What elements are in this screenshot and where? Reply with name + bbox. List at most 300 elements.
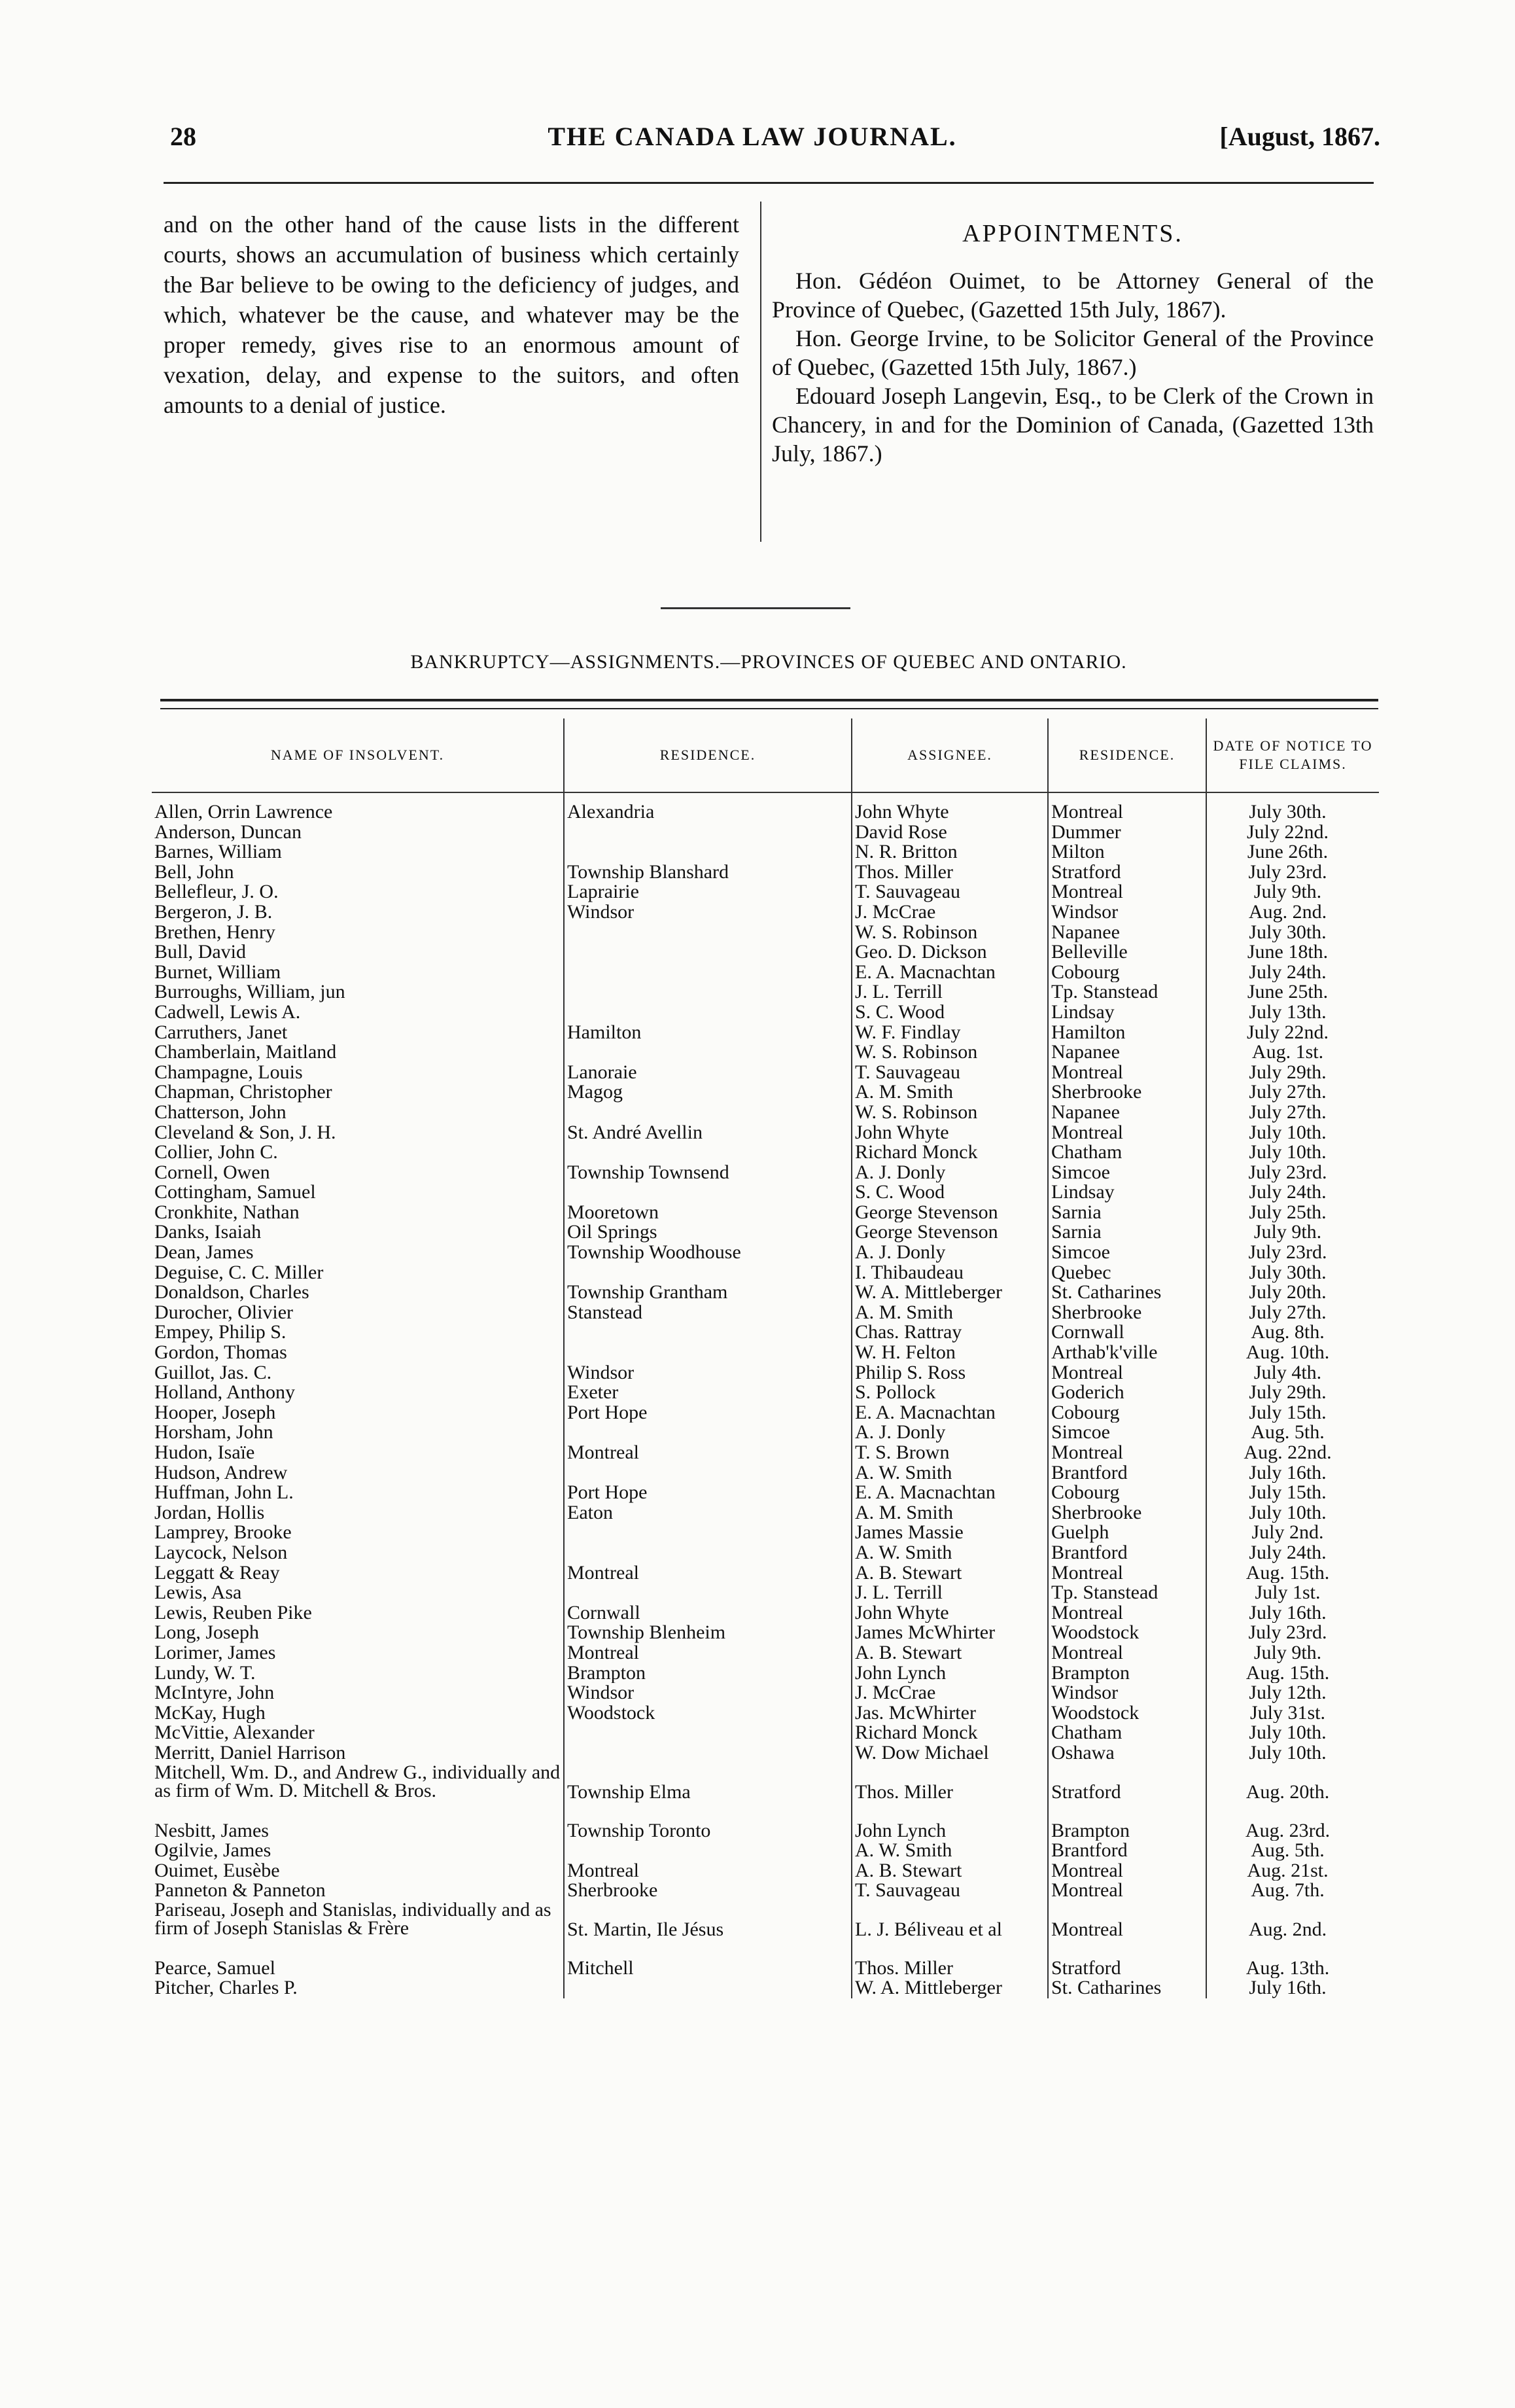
assignee-residence-cell: Tp. Stanstead [1048,982,1206,1002]
notice-date-cell: July 2nd. [1206,1523,1379,1543]
insolvent-name-cell: Cronkhite, Nathan [154,1202,300,1223]
table-row [152,1643,1379,1663]
assignee-residence-cell: Montreal [1048,1603,1206,1623]
notice-date-cell: Aug. 15th. [1206,1663,1379,1684]
assignee-residence-cell: Oshawa [1048,1743,1206,1763]
table-row [152,1263,1379,1283]
insolvent-name-cell: Leggatt & Reay [154,1563,280,1584]
residence-cell: Laprairie [564,882,852,902]
notice-date-cell: Aug. 22nd. [1206,1443,1379,1463]
assignee-cell: John Lynch [852,1821,1048,1841]
assignee-residence-cell: Napanee [1048,1103,1206,1123]
notice-date-cell: July 9th. [1206,882,1379,902]
residence-cell [564,1423,852,1443]
assignee-residence-cell: Stratford [1048,1763,1206,1821]
assignee-residence-cell: Brantford [1048,1463,1206,1483]
assignee-cell: J. McCrae [852,902,1048,923]
assignee-cell: W. A. Mittleberger [852,1283,1048,1303]
insolvent-name-cell: Lorimer, James [154,1642,276,1663]
notice-date-cell: July 15th. [1206,1483,1379,1503]
notice-date-cell: Aug. 21st. [1206,1861,1379,1881]
residence-cell [564,823,852,843]
notice-date-cell: July 23rd. [1206,1623,1379,1643]
notice-date-cell: July 24th. [1206,1543,1379,1563]
notice-date-cell: July 22nd. [1206,823,1379,843]
table-row [152,1002,1379,1023]
assignee-residence-cell: Guelph [1048,1523,1206,1543]
assignee-cell: A. B. Stewart [852,1563,1048,1584]
residence-cell: Lanoraie [564,1063,852,1083]
assignee-residence-cell: St. Catharines [1048,1283,1206,1303]
notice-date-cell: July 10th. [1206,1743,1379,1763]
assignee-residence-cell: Woodstock [1048,1703,1206,1724]
assignee-residence-cell: Sherbrooke [1048,1082,1206,1103]
insolvent-name-cell: McIntyre, John [154,1683,275,1703]
table-row [152,1958,1379,1979]
residence-cell [564,923,852,943]
residence-cell: Township Elma [564,1763,852,1821]
insolvent-name-cell: Lundy, W. T. [154,1663,256,1684]
insolvent-name-cell: Jordan, Hollis [154,1502,265,1523]
table-row [152,942,1379,963]
notice-date-cell: Aug. 1st. [1206,1042,1379,1063]
assignee-cell: Thos. Miller [852,1763,1048,1821]
assignee-residence-cell: Windsor [1048,1683,1206,1703]
assignee-cell: W. S. Robinson [852,923,1048,943]
assignee-residence-cell: Tp. Stanstead [1048,1583,1206,1603]
assignee-cell: John Whyte [852,1603,1048,1623]
residence-cell: Magog [564,1082,852,1103]
table-row [152,902,1379,923]
assignee-cell: W. F. Findlay [852,1023,1048,1043]
notice-date-cell: July 16th. [1206,1463,1379,1483]
table-row [152,1543,1379,1563]
notice-date-cell: July 4th. [1206,1363,1379,1383]
notice-date-cell: July 27th. [1206,1082,1379,1103]
bankruptcy-table-wrapper [152,718,1379,1998]
notice-date-cell: Aug. 10th. [1206,1343,1379,1363]
residence-cell: Alexandria [564,792,852,823]
table-row [152,1463,1379,1483]
table-row [152,1322,1379,1343]
assignee-cell: George Stevenson [852,1203,1048,1223]
notice-date-cell: July 31st. [1206,1703,1379,1724]
notice-date-cell: July 29th. [1206,1063,1379,1083]
notice-date-cell: Aug. 8th. [1206,1322,1379,1343]
assignee-residence-cell: Cornwall [1048,1322,1206,1343]
assignee-residence-cell: Montreal [1048,1901,1206,1958]
assignee-residence-cell: Montreal [1048,1563,1206,1584]
assignee-residence-cell: Lindsay [1048,1002,1206,1023]
assignee-residence-cell: Montreal [1048,1443,1206,1463]
residence-cell: Port Hope [564,1403,852,1423]
insolvent-name-cell: Pitcher, Charles P. [154,1978,298,1999]
assignee-cell: E. A. Macnachtan [852,1403,1048,1423]
residence-cell [564,942,852,963]
header-assignee-residence: RESIDENCE. [1048,718,1206,792]
assignee-cell: A. M. Smith [852,1503,1048,1523]
appointments-heading: APPOINTMENTS. [962,220,1183,247]
residence-cell: St. André Avellin [564,1123,852,1143]
assignee-cell: James McWhirter [852,1623,1048,1643]
notice-date-cell: Aug. 2nd. [1206,1901,1379,1958]
header-date-of-notice: DATE OF NOTICE TO FILE CLAIMS. [1206,718,1379,792]
table-row [152,1063,1379,1083]
table-row [152,1603,1379,1623]
insolvent-name-cell: Bull, David [154,942,246,963]
assignee-residence-cell: St. Catharines [1048,1978,1206,1998]
assignee-residence-cell: Cobourg [1048,1483,1206,1503]
insolvent-name-cell: Durocher, Olivier [154,1302,294,1323]
assignee-cell: A. M. Smith [852,1303,1048,1323]
notice-date-cell: July 10th. [1206,1123,1379,1143]
table-row [152,1663,1379,1684]
table-row [152,1723,1379,1743]
notice-date-cell: Aug. 5th. [1206,1423,1379,1443]
bankruptcy-table [152,718,1379,1998]
table-row [152,1042,1379,1063]
journal-title: THE CANADA LAW JOURNAL. [548,122,957,151]
table-row [152,1363,1379,1383]
assignee-residence-cell: Chatham [1048,1142,1206,1163]
assignee-residence-cell: Montreal [1048,1123,1206,1143]
residence-cell: Woodstock [564,1703,852,1724]
insolvent-name-cell: Cadwell, Lewis A. [154,1002,301,1023]
residence-cell: Windsor [564,1683,852,1703]
residence-cell: Port Hope [564,1483,852,1503]
insolvent-name-cell: Huffman, John L. [154,1483,294,1503]
issue-date: [August, 1867. [1219,122,1380,151]
notice-date-cell: July 27th. [1206,1303,1379,1323]
residence-cell: Windsor [564,1363,852,1383]
header-name-of-insolvent: NAME OF INSOLVENT. [152,718,564,792]
insolvent-name-cell: Horsham, John [154,1423,273,1443]
assignee-cell: W. H. Felton [852,1343,1048,1363]
table-row [152,1403,1379,1423]
notice-date-cell: July 10th. [1206,1723,1379,1743]
assignee-cell: T. Sauvageau [852,1063,1048,1083]
table-row [152,1423,1379,1443]
assignee-cell: John Whyte [852,1123,1048,1143]
notice-date-cell: July 24th. [1206,1182,1379,1203]
notice-date-cell: July 25th. [1206,1203,1379,1223]
assignee-residence-cell: Cobourg [1048,1403,1206,1423]
assignee-cell: A. W. Smith [852,1543,1048,1563]
insolvent-name-cell: Anderson, Duncan [154,822,302,843]
assignee-residence-cell: Montreal [1048,1881,1206,1901]
assignee-residence-cell: Brampton [1048,1821,1206,1841]
insolvent-name-cell: Panneton & Panneton [154,1881,326,1901]
insolvent-name-cell: Champagne, Louis [154,1062,303,1083]
table-row [152,1283,1379,1303]
assignee-residence-cell: Sarnia [1048,1222,1206,1243]
residence-cell [564,1263,852,1283]
notice-date-cell: July 13th. [1206,1002,1379,1023]
residence-cell: Township Blanshard [564,862,852,883]
residence-cell: Township Blenheim [564,1623,852,1643]
residence-cell [564,1743,852,1763]
assignee-residence-cell: Montreal [1048,1063,1206,1083]
table-row [152,1443,1379,1463]
assignee-residence-cell: Woodstock [1048,1623,1206,1643]
notice-date-cell: Aug. 15th. [1206,1563,1379,1584]
assignee-cell: T. Sauvageau [852,882,1048,902]
table-title: BANKRUPTCY—ASSIGNMENTS.—PROVINCES OF QUEBEC AND ONTARIO. [410,651,1127,673]
notice-date-cell: July 22nd. [1206,1023,1379,1043]
table-row [152,1763,1379,1821]
insolvent-name-cell: Cornell, Owen [154,1162,270,1183]
insolvent-name-cell: Nesbitt, James [154,1820,269,1841]
page-number: 28 [170,122,196,151]
residence-cell: Eaton [564,1503,852,1523]
insolvent-name-cell: Long, Joseph [154,1623,259,1643]
residence-cell: Township Grantham [564,1283,852,1303]
assignee-cell: W. S. Robinson [852,1042,1048,1063]
insolvent-name-cell: Laycock, Nelson [154,1542,288,1563]
residence-cell: Mooretown [564,1203,852,1223]
notice-date-cell: July 15th. [1206,1403,1379,1423]
notice-date-cell: Aug. 13th. [1206,1958,1379,1979]
insolvent-name-cell: Chapman, Christopher [154,1082,332,1103]
table-row [152,1523,1379,1543]
assignee-cell: T. Sauvageau [852,1881,1048,1901]
assignee-cell: W. Dow Michael [852,1743,1048,1763]
insolvent-name-cell: Barnes, William [154,842,282,862]
insolvent-name-cell: Hudson, Andrew [154,1462,288,1483]
appointment-item: Edouard Joseph Langevin, Esq., to be Clerk of the Crown in Chancery, in and for the Dominion of Canada, (Gazetted 13th July, 1867.) [772,383,1374,467]
table-row [152,882,1379,902]
table-row [152,1222,1379,1243]
table-row [152,1082,1379,1103]
insolvent-name-cell: Gordon, Thomas [154,1343,287,1363]
table-row [152,982,1379,1002]
column-divider [760,202,761,542]
assignee-cell: Thos. Miller [852,1958,1048,1979]
table-row [152,1841,1379,1861]
assignee-cell: J. L. Terrill [852,1583,1048,1603]
assignee-cell: A. W. Smith [852,1463,1048,1483]
header-residence: RESIDENCE. [564,718,852,792]
insolvent-name-cell: Danks, Isaiah [154,1222,262,1243]
table-row [152,1303,1379,1323]
assignee-residence-cell: Napanee [1048,923,1206,943]
assignee-cell: Richard Monck [852,1142,1048,1163]
insolvent-name-cell: Donaldson, Charles [154,1283,309,1303]
residence-cell: Township Woodhouse [564,1243,852,1263]
residence-cell [564,1103,852,1123]
residence-cell [564,1978,852,1998]
table-row [152,1023,1379,1043]
residence-cell: Oil Springs [564,1222,852,1243]
table-row [152,1103,1379,1123]
residence-cell [564,963,852,983]
notice-date-cell: July 29th. [1206,1383,1379,1403]
residence-cell [564,1322,852,1343]
residence-cell: Brampton [564,1663,852,1684]
table-row [152,963,1379,983]
table-row [152,923,1379,943]
residence-cell: Exeter [564,1383,852,1403]
residence-cell [564,842,852,862]
appointments-section [772,219,1374,468]
assignee-residence-cell: Belleville [1048,942,1206,963]
insolvent-name-cell: Empey, Philip S. [154,1322,287,1343]
assignee-residence-cell: Sarnia [1048,1203,1206,1223]
residence-cell: Montreal [564,1443,852,1463]
table-row [152,842,1379,862]
assignee-residence-cell: Stratford [1048,862,1206,883]
insolvent-name-cell: Burroughs, William, jun [154,982,345,1002]
appointment-item: Hon. George Irvine, to be Solicitor General of the Province of Quebec, (Gazetted 15th July, 1867.) [772,325,1374,380]
notice-date-cell: Aug. 20th. [1206,1763,1379,1821]
notice-date-cell: Aug. 2nd. [1206,902,1379,923]
assignee-cell: J. McCrae [852,1683,1048,1703]
table-row [152,1243,1379,1263]
insolvent-name-cell: Pearce, Samuel [154,1958,275,1979]
insolvent-name-cell: Lewis, Reuben Pike [154,1602,312,1623]
notice-date-cell: July 1st. [1206,1583,1379,1603]
assignee-cell: John Whyte [852,792,1048,823]
left-column-text: and on the other hand of the cause lists in the different courts, shows an accumulation of business which certainly the Bar believe to be owing to the deficiency of judges, and which, whatever be the cause, and whatever may be the proper remedy, gives rise to an enormous amount of vexation, delay, and expense to the suitors, and often amounts to a denial of justice. [164,211,739,418]
assignee-cell: A. J. Donly [852,1163,1048,1183]
assignee-residence-cell: Brantford [1048,1543,1206,1563]
notice-date-cell: Aug. 7th. [1206,1881,1379,1901]
residence-cell: Montreal [564,1861,852,1881]
table-row [152,1623,1379,1643]
assignee-residence-cell: Cobourg [1048,963,1206,983]
insolvent-name-cell: Carruthers, Janet [154,1022,288,1043]
residence-cell: Township Townsend [564,1163,852,1183]
assignee-cell: A. M. Smith [852,1082,1048,1103]
assignee-residence-cell: Milton [1048,842,1206,862]
table-row [152,792,1379,823]
table-row [152,1123,1379,1143]
assignee-cell: Chas. Rattray [852,1322,1048,1343]
table-row [152,1483,1379,1503]
assignee-cell: T. S. Brown [852,1443,1048,1463]
table-row [152,1182,1379,1203]
assignee-residence-cell: Quebec [1048,1263,1206,1283]
insolvent-name-cell: McKay, Hugh [154,1703,266,1724]
assignee-residence-cell: Montreal [1048,882,1206,902]
residence-cell [564,1042,852,1063]
assignee-cell: S. Pollock [852,1383,1048,1403]
insolvent-name-cell: Merritt, Daniel Harrison [154,1743,346,1763]
assignee-cell: A. B. Stewart [852,1643,1048,1663]
table-row [152,1683,1379,1703]
table-row [152,1901,1379,1958]
insolvent-name-cell: Ogilvie, James [154,1841,271,1861]
residence-cell: Hamilton [564,1023,852,1043]
notice-date-cell: July 30th. [1206,1263,1379,1283]
notice-date-cell: July 23rd. [1206,1163,1379,1183]
assignee-residence-cell: Stratford [1048,1958,1206,1979]
assignee-cell: John Lynch [852,1663,1048,1684]
assignee-cell: Richard Monck [852,1723,1048,1743]
assignee-cell: J. L. Terrill [852,982,1048,1002]
assignee-cell: E. A. Macnachtan [852,1483,1048,1503]
insolvent-name-cell: Brethen, Henry [154,922,275,943]
assignee-cell: A. J. Donly [852,1243,1048,1263]
table-row [152,1703,1379,1724]
assignee-residence-cell: Lindsay [1048,1182,1206,1203]
residence-cell [564,1543,852,1563]
insolvent-name-cell: Ouimet, Eusèbe [154,1860,280,1881]
table-row [152,1142,1379,1163]
table-row [152,1821,1379,1841]
assignee-cell: James Massie [852,1523,1048,1543]
table-row [152,1743,1379,1763]
insolvent-name-cell: Holland, Anthony [154,1383,295,1403]
header-assignee: ASSIGNEE. [852,718,1048,792]
notice-date-cell: June 18th. [1206,942,1379,963]
assignee-residence-cell: Windsor [1048,902,1206,923]
residence-cell: Cornwall [564,1603,852,1623]
notice-date-cell: July 30th. [1206,923,1379,943]
assignee-cell: S. C. Wood [852,1002,1048,1023]
notice-date-cell: July 10th. [1206,1503,1379,1523]
assignee-cell: A. B. Stewart [852,1861,1048,1881]
residence-cell: Sherbrooke [564,1881,852,1901]
assignee-cell: S. C. Wood [852,1182,1048,1203]
notice-date-cell: Aug. 23rd. [1206,1821,1379,1841]
residence-cell [564,1343,852,1363]
assignee-cell: Jas. McWhirter [852,1703,1048,1724]
notice-date-cell: Aug. 5th. [1206,1841,1379,1861]
residence-cell: Windsor [564,902,852,923]
notice-date-cell: July 9th. [1206,1643,1379,1663]
table-row [152,1203,1379,1223]
assignee-residence-cell: Simcoe [1048,1163,1206,1183]
assignee-residence-cell: Arthab'k'ville [1048,1343,1206,1363]
assignee-residence-cell: Sherbrooke [1048,1303,1206,1323]
insolvent-name-cell: Hooper, Joseph [154,1402,276,1423]
residence-cell: Township Toronto [564,1821,852,1841]
notice-date-cell: July 9th. [1206,1222,1379,1243]
assignee-residence-cell: Hamilton [1048,1023,1206,1043]
assignee-residence-cell: Brampton [1048,1663,1206,1684]
assignee-cell: A. W. Smith [852,1841,1048,1861]
assignee-cell: E. A. Macnachtan [852,963,1048,983]
assignee-cell: Geo. D. Dickson [852,942,1048,963]
notice-date-cell: July 27th. [1206,1103,1379,1123]
insolvent-name-cell: Mitchell, Wm. D., and Andrew G., individually and as firm of Wm. D. Mitchell & Bros. [154,1763,561,1801]
residence-cell [564,1723,852,1743]
notice-date-cell: June 26th. [1206,842,1379,862]
table-row [152,1563,1379,1584]
residence-cell: St. Martin, Ile Jésus [564,1901,852,1958]
table-header-row [152,718,1379,792]
notice-date-cell: July 12th. [1206,1683,1379,1703]
insolvent-name-cell: McVittie, Alexander [154,1723,315,1743]
table-row [152,1503,1379,1523]
insolvent-name-cell: Pariseau, Joseph and Stanislas, individually and as firm of Joseph Stanislas & Frère [154,1900,551,1939]
insolvent-name-cell: Lewis, Asa [154,1583,242,1603]
assignee-cell: Thos. Miller [852,862,1048,883]
assignee-residence-cell: Napanee [1048,1042,1206,1063]
insolvent-name-cell: Collier, John C. [154,1142,278,1163]
assignee-cell: W. A. Mittleberger [852,1978,1048,1998]
table-top-rule [160,699,1378,709]
assignee-cell: A. J. Donly [852,1423,1048,1443]
notice-date-cell: June 25th. [1206,982,1379,1002]
notice-date-cell: July 23rd. [1206,862,1379,883]
table-row [152,1383,1379,1403]
notice-date-cell: July 23rd. [1206,1243,1379,1263]
table-row [152,1583,1379,1603]
insolvent-name-cell: Cleveland & Son, J. H. [154,1122,336,1143]
table-row [152,1343,1379,1363]
